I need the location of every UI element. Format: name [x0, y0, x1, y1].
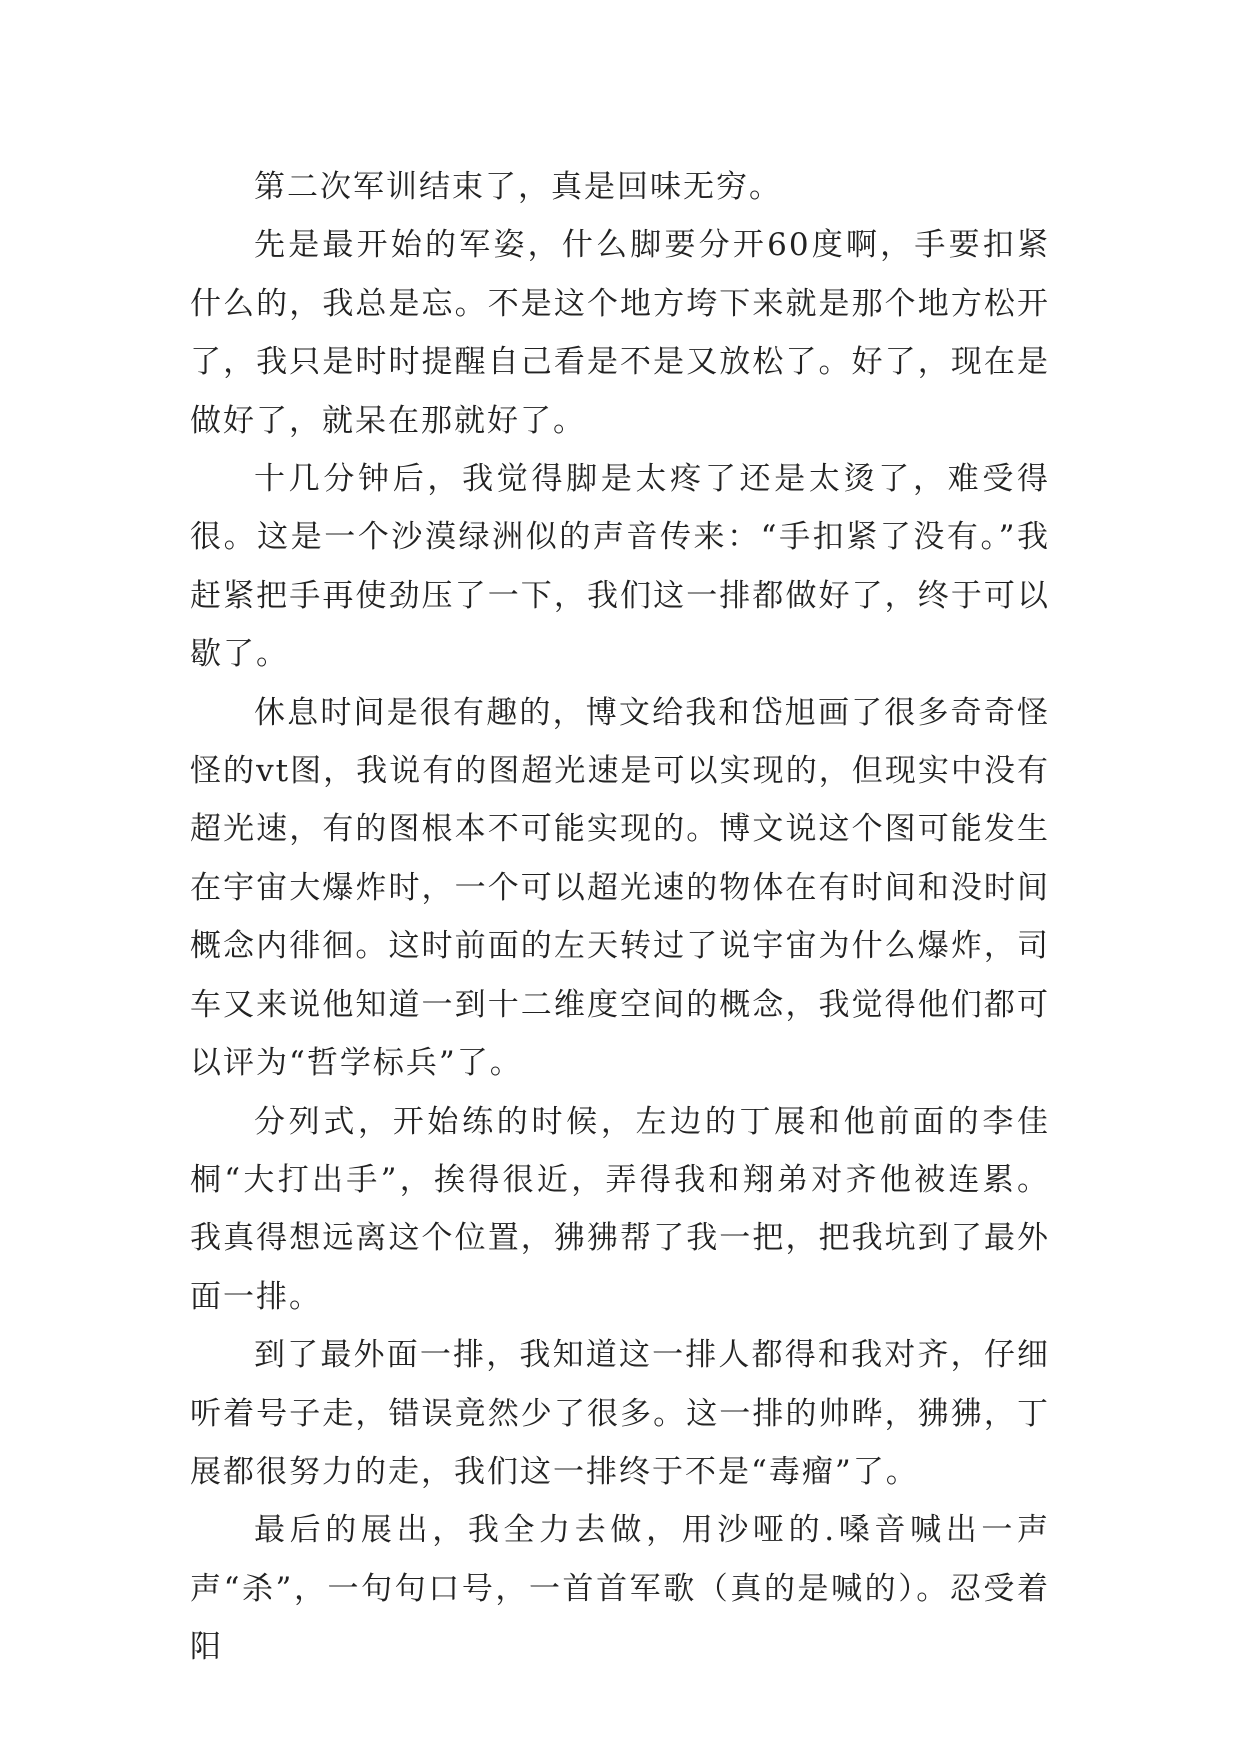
paragraph-3: 十几分钟后，我觉得脚是太疼了还是太烫了，难受得很。这是一个沙漠绿洲似的声音传来：“手扣紧了没有。”我赶紧把手再使劲压了一下，我们这一排都做好了，终于可以歇了。 [190, 461, 1050, 673]
paragraph-2: 先是最开始的军姿，什么脚要分开60度啊，手要扣紧什么的，我总是忘。不是这个地方垮下来就是那个地方松开了，我只是时时提醒自己看是不是又放松了。好了，现在是做好了，就呆在那就好了。 [190, 227, 1050, 439]
paragraph-6: 到了最外面一排，我知道这一排人都得和我对齐，仔细听着号子走，错误竟然少了很多。这一排的帅晔，狒狒，丁展都很努力的走，我们这一排终于不是“毒瘤”了。 [190, 1337, 1050, 1490]
paragraph-5: 分列式，开始练的时候，左边的丁展和他前面的李佳桐“大打出手”，挨得很近，弄得我和翔弟对齐他被连累。我真得想远离这个位置，狒狒帮了我一把，把我坑到了最外面一排。 [190, 1103, 1050, 1315]
paragraph-7: 最后的展出，我全力去做，用沙哑的.嗓音喊出一声声“杀”，一句句口号，一首首军歌（真的是喊的）。忍受着阳 [190, 1512, 1050, 1666]
paragraph-4: 休息时间是很有趣的，博文给我和岱旭画了很多奇奇怪怪的vt图，我说有的图超光速是可以实现的，但现实中没有超光速，有的图根本不可能实现的。博文说这个图可能发生在宇宙大爆炸时，一个可以超光速的物体在有时间和没时间概念内徘徊。这时前面的左天转过了说宇宙为什么爆炸，司车又来说他知道一到十二维度空间的概念，我觉得他们都可以评为“哲学标兵”了。 [190, 694, 1050, 1082]
paragraph-1: 第二次军训结束了，真是回味无穷。 [254, 169, 782, 205]
essay-body [190, 158, 1050, 1677]
